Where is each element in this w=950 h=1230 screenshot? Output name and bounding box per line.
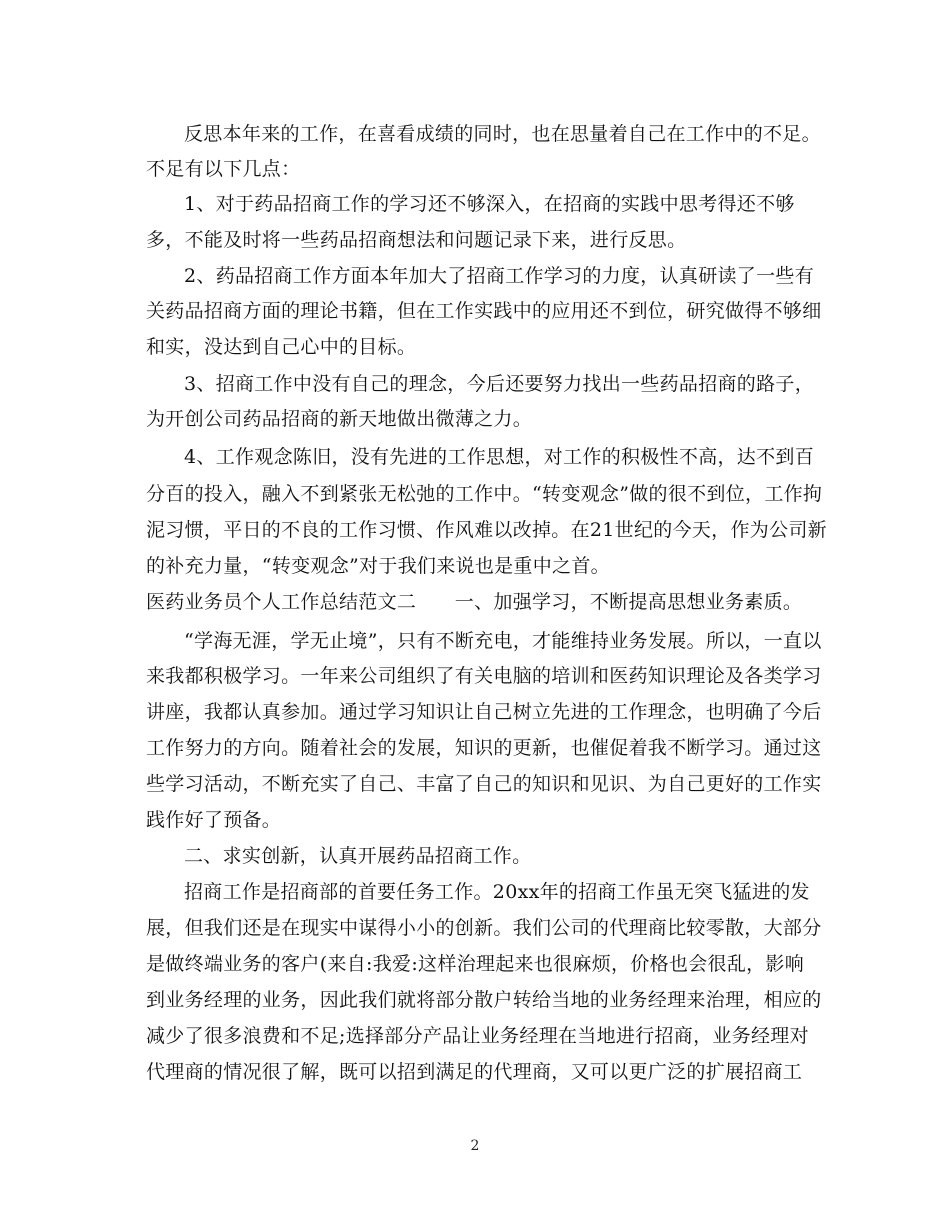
text-line: 和实，没达到自己心中的目标。 [146, 336, 417, 358]
text-line: 减少了很多浪费和不足;选择部分产品让业务经理在当地进行招商，业务经理对 [146, 1025, 809, 1047]
text-line: 代理商的情况很了解，既可以招到满足的代理商，又可以更广泛的扩展招商工 [146, 1061, 803, 1083]
text-line: 工作努力的方向。随着社会的发展，知识的更新，也催促着我不断学习。通过这 [146, 737, 822, 759]
text-line: “学海无涯，学无止境”，只有不断充电，才能维持业务发展。所以，一直以 [184, 630, 822, 652]
text-line: 些学习活动，不断充实了自己、丰富了自己的知识和见识、为自己更好的工作实 [146, 773, 822, 795]
text-line: 展，但我们还是在现实中谋得小小的创新。我们公司的代理商比较零散，大部分 [146, 917, 822, 939]
text-line: 不足有以下几点： [146, 158, 301, 180]
page-number: 2 [470, 1138, 480, 1154]
text-line: 为开创公司药品招商的新天地做出微薄之力。 [146, 408, 533, 430]
text-line: 2、药品招商工作方面本年加大了招商工作学习的力度，认真研读了一些有 [184, 265, 814, 287]
text-line: 医药业务员个人工作总结范文二 一、加强学习，不断提高思想业务素质。 [146, 591, 803, 613]
text-line: 招商工作是招商部的首要任务工作。20xx年的招商工作虽无突飞猛进的发 [184, 881, 810, 903]
text-line: 讲座，我都认真参加。通过学习知识让自己树立先进的工作理念，也明确了今后 [146, 701, 822, 723]
text-line: 多，不能及时将一些药品招商想法和问题记录下来，进行反思。 [146, 229, 687, 251]
text-line: 到业务经理的业务，因此我们就将部分散户转给当地的业务经理来治理，相应的 [146, 989, 822, 1011]
text-line: 的补充力量，“转变观念”对于我们来说也是重中之首。 [146, 555, 610, 577]
text-line: 反思本年来的工作，在喜看成绩的同时，也在思量着自己在工作中的不足。 [184, 123, 821, 145]
text-line: 是做终端业务的客户(来自:我爱:这样治理起来也很麻烦，价格也会很乱，影响 [146, 953, 805, 975]
text-line: 4、工作观念陈旧，没有先进的工作思想，对工作的积极性不高，达不到百 [184, 446, 814, 468]
text-line: 关药品招商方面的理论书籍，但在工作实践中的应用还不到位，研究做得不够细 [146, 300, 822, 322]
text-line: 二、求实创新，认真开展药品招商工作。 [184, 845, 532, 867]
text-line: 践作好了预备。 [146, 809, 282, 831]
text-line: 泥习惯，平日的不良的工作习惯、作风难以改掉。在21世纪的今天，作为公司新 [146, 519, 827, 541]
text-line: 来我都积极学习。一年来公司组织了有关电脑的培训和医药知识理论及各类学习 [146, 665, 822, 687]
text-line: 3、招商工作中没有自己的理念，今后还要努力找出一些药品招商的路子， [184, 373, 814, 395]
text-line: 1、对于药品招商工作的学习还不够深入，在招商的实践中思考得还不够 [184, 193, 795, 215]
text-line: 分百的投入，融入不到紧张无松弛的工作中。“转变观念”做的很不到位，工作拘 [146, 483, 823, 505]
